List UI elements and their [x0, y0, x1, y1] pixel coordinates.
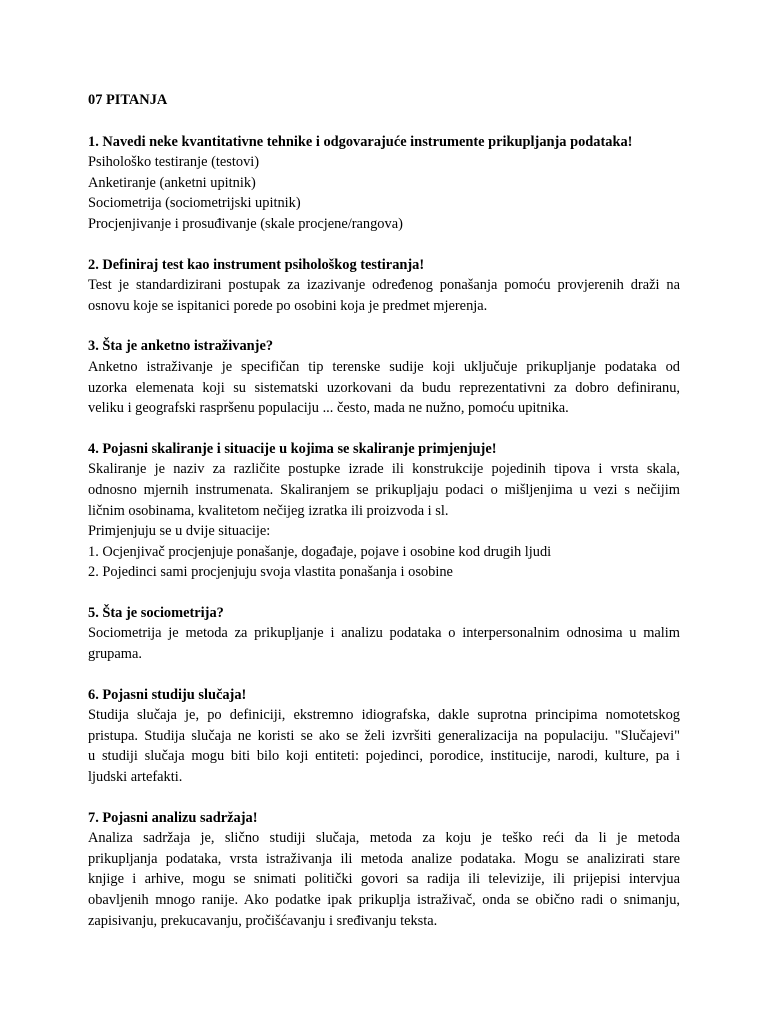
answer-5-line-2: grupama. [88, 646, 142, 663]
answer-4-line-5: 1. Ocjenjivač procjenjuje ponašanje, događaje, pojave i osobine kod drugih ljudi [88, 543, 552, 560]
answer-6-line-2: pristupa. Studija slučaja ne koristi se ako se želi izvršiti generalizacija na populaciju. "Slučajevi" [88, 727, 680, 744]
question-6-heading: 6. Pojasni studiju slučaja! [88, 686, 247, 703]
answer-4-line-2: odnosno mjernih instrumenata. Skaliranjem se prikupljaju podaci o mišljenjima u vezi s nečijim [88, 481, 680, 498]
answer-1-line-2: Anketiranje (anketni upitnik) [88, 174, 256, 191]
section-3 [88, 336, 680, 418]
section-5 [88, 603, 680, 665]
answer-2-line-2: osnovu koje se ispitanici porede po osobini koja je predmet mjerenja. [88, 297, 488, 314]
answer-1-line-1: Psihološko testiranje (testovi) [88, 154, 260, 171]
answer-3-line-1: Anketno istraživanje je specifičan tip terenske sudije koji uključuje prikupljanje podataka od [88, 358, 680, 375]
answer-7-line-3: knjige i arhive, mogu se snimati politički govori sa radija ili televizije, ili prijepisi intervjua [88, 871, 680, 888]
section-2 [88, 255, 680, 317]
answer-7-line-2: prikupljanja podataka, vrsta istraživanja ili metoda analize podataka. Mogu se analizirati stare [88, 850, 680, 867]
question-1-heading: 1. Navedi neke kvantitativne tehnike i odgovarajuće instrumente prikupljanja podataka! [88, 133, 633, 150]
answer-2-line-1: Test je standardizirani postupak za izazivanje određenog ponašanja pomoću provjerenih draži na [88, 277, 680, 294]
answer-3-line-2: uzorka elemenata koji su sistematski uzorkovani da budu reprezentativni za dobro definiranu, [88, 379, 680, 396]
question-3-heading: 3. Šta je anketno istraživanje? [88, 338, 274, 355]
answer-6-line-3: u studiji slučaja mogu biti bilo koji entiteti: pojedinci, porodice, institucije, narodi, kulture, pa i [88, 748, 680, 765]
answer-1-line-3: Sociometrija (sociometrijski upitnik) [88, 195, 301, 212]
answer-4-line-1: Skaliranje je naziv za različite postupke izrade ili konstrukcije pojedinih tipova i vrsta skala, [88, 461, 680, 478]
answer-6-line-1: Studija slučaja je, po definiciji, ekstremno idiografska, dakle suprotna principima nomotetskog [88, 707, 680, 724]
answer-1-line-4: Procjenjivanje i prosuđivanje (skale procjene/rangova) [88, 215, 403, 232]
section-4 [88, 439, 680, 583]
answer-4-line-6: 2. Pojedinci sami procjenjuju svoja vlastita ponašanja i osobine [88, 564, 453, 581]
document-title: 07 PITANJA [88, 92, 168, 108]
answer-5-line-1: Sociometrija je metoda za prikupljanje i analizu podataka o interpersonalnim odnosima u malim [88, 625, 680, 642]
answer-6-line-4: ljudski artefakti. [88, 769, 183, 786]
question-5-heading: 5. Šta je sociometrija? [88, 604, 224, 621]
answer-7-line-5: zapisivanju, prekucavanju, pročišćavanju i sređivanju teksta. [88, 912, 438, 929]
question-2-heading: 2. Definiraj test kao instrument psihološkog testiranja! [88, 256, 425, 273]
answer-7-line-1: Analiza sadržaja je, slično studiji slučaja, metoda za koju je teško reći da li je metoda [88, 830, 680, 847]
answer-3-line-3: veliku i geografski raspršenu populaciju ... često, mada ne nužno, pomoću upitnika. [88, 400, 569, 417]
answer-4-line-3: ličnim osobinama, kvalitetom nečijeg izratka ili proizvoda i sl. [88, 502, 449, 519]
answer-4-line-4: Primjenjuju se u dvije situacije: [88, 523, 271, 540]
document-body [88, 90, 680, 951]
answer-7-line-4: obavljenih mnogo ranije. Ako podatke ipak prikuplja istraživač, onda se obično radi o snimanju, [88, 892, 680, 908]
question-4-heading: 4. Pojasni skaliranje i situacije u kojima se skaliranje primjenjuje! [88, 440, 497, 457]
question-7-heading: 7. Pojasni analizu sadržaja! [88, 809, 258, 826]
section-1 [88, 132, 680, 235]
section-6 [88, 685, 680, 788]
section-7 [88, 808, 680, 932]
